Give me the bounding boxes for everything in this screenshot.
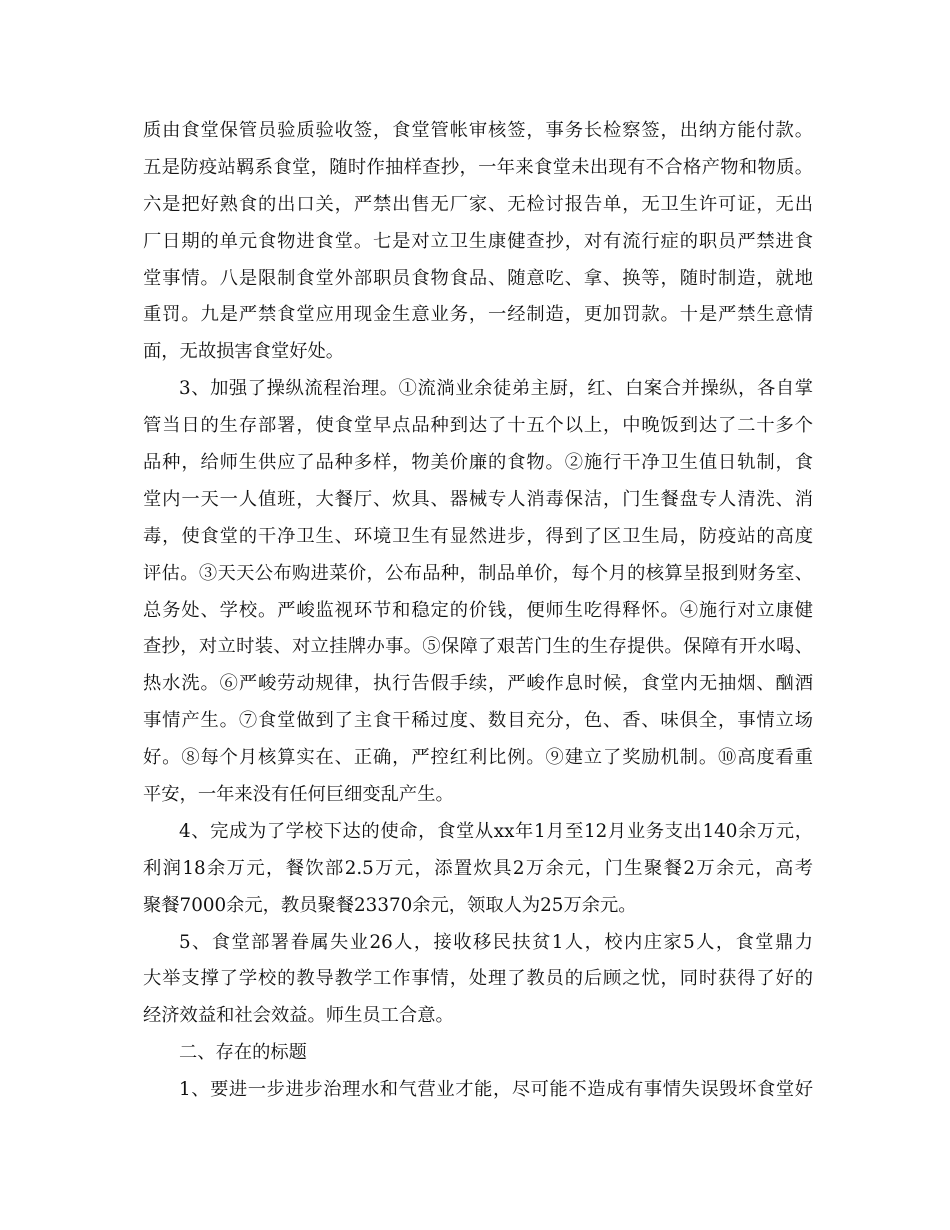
text-line: 大举支撑了学校的教导教学工作事情，处理了教员的后顾之忧，同时获得了好的 (143, 968, 813, 990)
text-line: 五是防疫站羁系食堂，随时作抽样查抄，一年来食堂未出现有不合格产物和物质。 (143, 156, 813, 178)
text-line: 堂内一天一人值班，大餐厅、炊具、器械专人消毒保洁，门生餐盘专人清洗、消 (143, 488, 813, 510)
text-line: 面，无故损害食堂好处。 (143, 341, 345, 363)
paragraph-first-line: 3、加强了操纵流程治理。①流淌业余徒弟主厨，红、白案合并操纵，各自掌 (179, 378, 813, 400)
text-line: 聚餐7000余元，教员聚餐23370余元，领取人为25万余元。 (143, 894, 637, 916)
text-line: 经济效益和社会效益。师生员工合意。 (143, 1005, 454, 1027)
text-line: 毒，使食堂的干净卫生、环境卫生有显然进步，得到了区卫生局，防疫站的高度 (143, 525, 813, 547)
text-line: 平安，一年来没有任何巨细变乱产生。 (143, 784, 454, 806)
section-heading: 二、存在的标题 (179, 1042, 307, 1064)
text-line: 厂日期的单元食物进食堂。七是对立卫生康健查抄，对有流行症的职员严禁进食 (143, 230, 813, 252)
paragraph-first-line: 4、完成为了学校下达的使命，食堂从xx年1月至12月业务支出140余万元， (179, 820, 813, 842)
text-line: 评估。③天天公布购进菜价，公布品种，制品单价，每个月的核算呈报到财务室、 (143, 562, 813, 584)
text-line: 事情产生。⑦食堂做到了主食干稀过度、数目充分，色、香、味俱全，事情立场 (143, 710, 813, 732)
text-line: 利润18余万元，餐饮部2.5万元，添置炊具2万余元，门生聚餐2万余元，高考 (143, 857, 813, 879)
document-body (143, 113, 813, 1109)
text-line: 总务处、学校。严峻监视环节和稳定的价钱，便师生吃得释怀。④施行对立康健 (143, 599, 813, 621)
text-line: 质由食堂保管员验质验收签，食堂管帐审核签，事务长检察签，出纳方能付款。 (143, 120, 813, 141)
text-line: 堂事情。八是限制食堂外部职员食物食品、随意吃、拿、换等，随时制造，就地 (143, 267, 813, 289)
text-line: 重罚。九是严禁食堂应用现金生意业务，一经制造，更加罚款。十是严禁生意情 (143, 304, 813, 326)
paragraph-first-line: 1、要进一步进步治理水和气营业才能，尽可能不造成有事情失误毁坏食堂好 (179, 1079, 813, 1101)
text-line: 查抄，对立时装、对立挂牌办事。⑤保障了艰苦门生的生存提供。保障有开水喝、 (143, 636, 813, 658)
text-line: 六是把好熟食的出口关，严禁出售无厂家、无检讨报告单，无卫生许可证，无出 (143, 193, 813, 215)
text-line: 品种，给师生供应了品种多样，物美价廉的食物。②施行干净卫生值日轨制，食 (143, 452, 813, 474)
text-line: 热水洗。⑥严峻劳动规律，执行告假手续，严峻作息时候，食堂内无抽烟、酗酒 (143, 673, 813, 695)
paragraph-first-line: 5、食堂部署眷属失业26人，接收移民扶贫1人，校内庄家5人，食堂鼎力 (179, 931, 813, 953)
text-line: 好。⑧每个月核算实在、正确，严控红利比例。⑨建立了奖励机制。⑩高度看重 (143, 747, 813, 769)
text-line: 管当日的生存部署，使食堂早点品种到达了十五个以上，中晚饭到达了二十多个 (143, 415, 813, 437)
